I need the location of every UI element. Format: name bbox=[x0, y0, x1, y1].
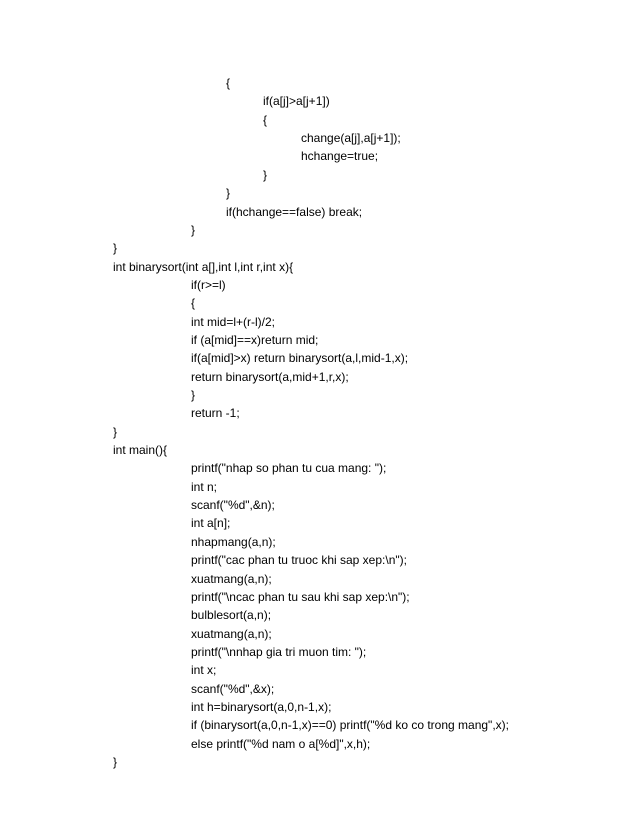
code-line: { bbox=[226, 76, 231, 90]
code-line: if (a[mid]==x)return mid; bbox=[191, 332, 319, 347]
code-line: if(a[j]>a[j+1]) bbox=[263, 94, 330, 109]
code-line: } bbox=[113, 755, 118, 769]
code-line: return binarysort(a,mid+1,r,x); bbox=[191, 369, 349, 384]
code-line: printf("cac phan tu truoc khi sap xep:\n"); bbox=[191, 553, 407, 568]
code-line: } bbox=[113, 424, 118, 439]
code-line: printf("\ncac phan tu sau khi sap xep:\n"); bbox=[191, 589, 410, 604]
code-line: int binarysort(int a[],int l,int r,int x){ bbox=[113, 259, 294, 274]
code-line: } bbox=[191, 388, 196, 402]
code-line: hchange=true; bbox=[301, 149, 379, 164]
code-line: printf("nhap so phan tu cua mang: "); bbox=[191, 461, 387, 476]
code-line: nhapmang(a,n); bbox=[191, 534, 276, 549]
code-line: scanf("%d",&x); bbox=[191, 681, 275, 696]
code-line: if(hchange==false) break; bbox=[226, 204, 363, 219]
code-line: change(a[j],a[j+1]); bbox=[301, 131, 401, 146]
code-line: int h=binarysort(a,0,n-1,x); bbox=[191, 699, 332, 714]
code-line: xuatmang(a,n); bbox=[191, 626, 272, 641]
code-line: else printf("%d nam o a[%d]",x,h); bbox=[191, 736, 371, 751]
code-line: int n; bbox=[191, 479, 218, 494]
code-line: { bbox=[191, 296, 196, 311]
code-line: int a[n]; bbox=[191, 516, 231, 531]
code-line: if(a[mid]>x) return binarysort(a,l,mid-1,x); bbox=[191, 351, 409, 366]
code-line: if(r>=l) bbox=[191, 277, 226, 292]
code-line: int mid=l+(r-l)/2; bbox=[191, 314, 276, 329]
code-line: int main(){ bbox=[113, 443, 168, 457]
code-line: bulblesort(a,n); bbox=[191, 608, 272, 623]
code-line: } bbox=[226, 186, 231, 201]
code-line: } bbox=[113, 241, 118, 256]
code-line: xuatmang(a,n); bbox=[191, 571, 272, 586]
code-line: if (binarysort(a,0,n-1,x)==0) printf("%d ko co trong mang",x); bbox=[191, 718, 509, 733]
code-line: scanf("%d",&n); bbox=[191, 498, 275, 513]
code-line: } bbox=[263, 167, 268, 182]
code-line: } bbox=[191, 222, 196, 237]
code-line: { bbox=[263, 112, 268, 127]
code-line: int x; bbox=[191, 663, 217, 678]
code-line: printf("\nnhap gia tri muon tim: "); bbox=[191, 644, 367, 659]
code-line: return -1; bbox=[191, 406, 240, 421]
